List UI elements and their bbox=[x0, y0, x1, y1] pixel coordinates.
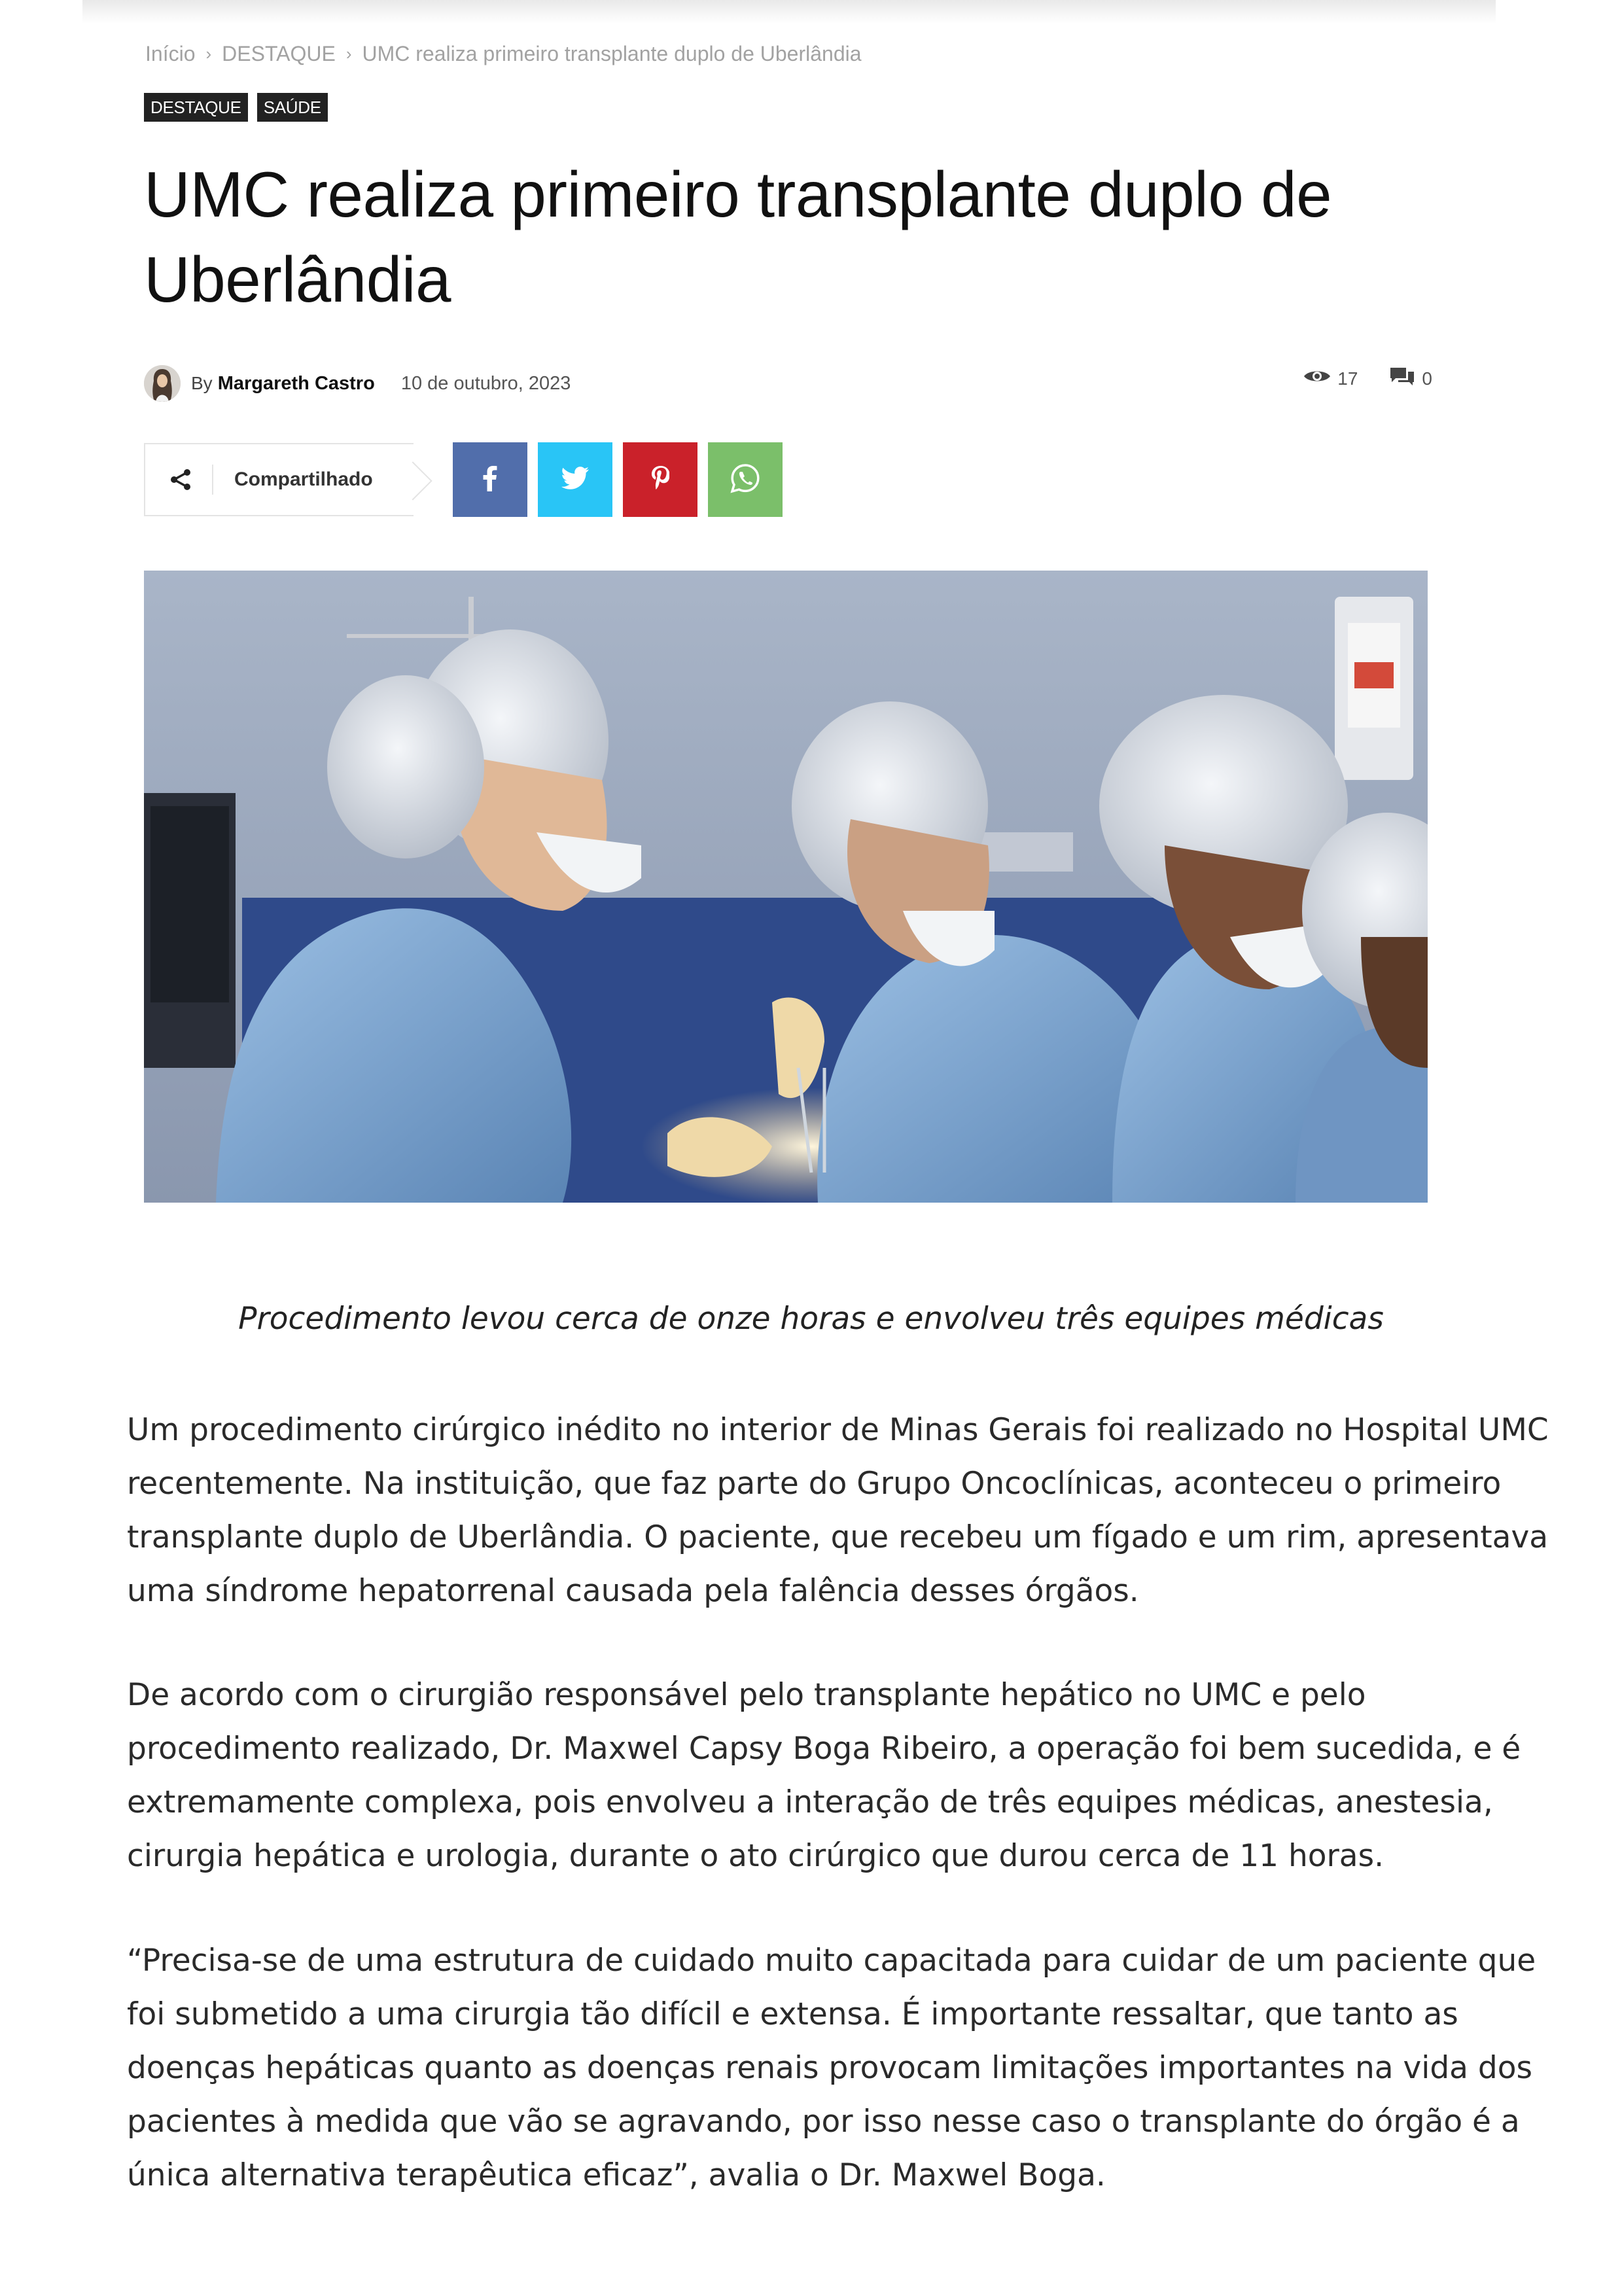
category-tags bbox=[144, 93, 328, 122]
byline-prefix: By bbox=[191, 373, 213, 393]
whatsapp-share-button[interactable] bbox=[708, 442, 783, 517]
comments-value: 0 bbox=[1422, 368, 1432, 389]
twitter-icon bbox=[561, 467, 589, 493]
breadcrumb-separator-icon: › bbox=[205, 44, 212, 63]
views-value: 17 bbox=[1337, 368, 1358, 389]
article-stats bbox=[1303, 366, 1432, 391]
publish-date: 10 de outubro, 2023 bbox=[400, 372, 571, 394]
header-shadow bbox=[82, 0, 1496, 24]
pinterest-share-button[interactable] bbox=[623, 442, 697, 517]
facebook-share-button[interactable] bbox=[453, 442, 527, 517]
breadcrumb-separator-icon: › bbox=[345, 44, 352, 63]
breadcrumb bbox=[145, 42, 862, 66]
facebook-icon bbox=[483, 465, 497, 494]
article-title: UMC realiza primeiro transplante duplo de Uberlândia bbox=[144, 158, 1332, 315]
article-hero-image bbox=[144, 571, 1428, 1203]
article-paragraph: De acordo com o cirurgião responsável pelo transplante hepático no UMC e pelo procedimento realizado, Dr. Maxwel Capsy Boga Ribeiro, a operação foi bem sucedida, e é extremamente complexa, pois envolveu a interação de três equipes médicas, anestesia, cirurgia hepática e urologia, durante o ato cirúrgico que durou cerca de 11 horas. bbox=[127, 1677, 1521, 1874]
article-paragraph: “Precisa-se de uma estrutura de cuidado muito capacitada para cuidar de um paciente que foi submetido a uma cirurgia tão difícil e extensa. É importante ressaltar, que tanto as doenças hepáticas quanto as doenças renais provocam limitações importantes na vida dos pacientes à medida que vão se agravando, por isso nesse caso o transplante do órgão é a única alternativa terapêutica eficaz”, avalia o Dr. Maxwel Boga. bbox=[127, 1943, 1536, 2193]
comments-icon bbox=[1389, 366, 1415, 391]
pinterest-icon bbox=[651, 465, 669, 494]
article-meta bbox=[144, 365, 571, 402]
category-tag-saude[interactable]: SAÚDE bbox=[257, 93, 328, 122]
comments-count[interactable] bbox=[1389, 366, 1432, 391]
share-toggle[interactable] bbox=[144, 443, 414, 516]
breadcrumb-home[interactable]: Início bbox=[145, 42, 196, 65]
share-divider bbox=[212, 465, 213, 495]
breadcrumb-current: UMC realiza primeiro transplante duplo de Uberlândia bbox=[362, 42, 862, 65]
whatsapp-icon bbox=[730, 463, 760, 496]
image-caption: Procedimento levou cerca de onze horas e envolveu três equipes médicas bbox=[238, 1301, 1384, 1337]
author-name[interactable]: Margareth Castro bbox=[217, 372, 375, 394]
share-label: Compartilhado bbox=[234, 468, 373, 490]
author-avatar[interactable] bbox=[144, 365, 181, 402]
article-paragraph: Um procedimento cirúrgico inédito no interior de Minas Gerais foi realizado no Hospital UMC recentemente. Na instituição, que faz parte do Grupo Oncoclínicas, aconteceu o primeiro transplante duplo de Uberlândia. O paciente, que recebeu um fígado e um rim, apresentava uma síndrome hepatorrenal causada pela falência desses órgãos. bbox=[127, 1412, 1549, 1609]
share-bar bbox=[144, 442, 783, 517]
eye-icon bbox=[1303, 368, 1331, 389]
category-tag-destaque[interactable]: DESTAQUE bbox=[144, 93, 248, 122]
twitter-share-button[interactable] bbox=[538, 442, 612, 517]
views-count bbox=[1303, 368, 1358, 389]
breadcrumb-category[interactable]: DESTAQUE bbox=[222, 42, 336, 65]
share-icon bbox=[169, 468, 195, 491]
